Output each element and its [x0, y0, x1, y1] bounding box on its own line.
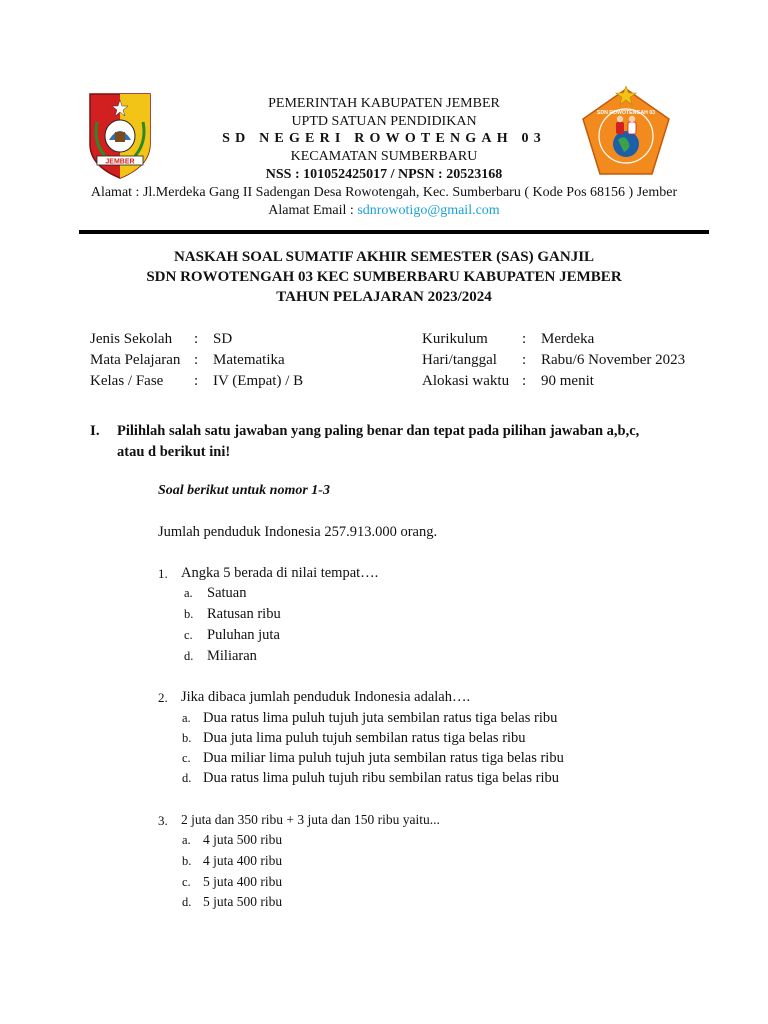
info-separator: : — [522, 331, 527, 347]
option-text[interactable]: Dua juta lima puluh tujuh sembilan ratus tiga belas ribu — [203, 730, 526, 746]
option-letter: b. — [182, 731, 192, 745]
info-label: Kelas / Fase — [90, 373, 164, 389]
info-value: SD — [213, 331, 233, 347]
header-email-line — [0, 202, 768, 220]
header-government: PEMERINTAH KABUPATEN JEMBER — [268, 96, 500, 111]
question-number: 1. — [158, 566, 168, 581]
exam-title-line2: SDN ROWOTENGAH 03 KEC SUMBERBARU KABUPATEN JEMBER — [146, 269, 622, 285]
question-text: 2 juta dan 350 ribu + 3 juta dan 150 ribu yaitu... — [181, 812, 440, 827]
option-letter: d. — [182, 771, 192, 785]
header-school-name: SD NEGERI ROWOTENGAH 03 — [222, 131, 546, 146]
info-value: Merdeka — [541, 331, 595, 347]
option-letter: a. — [182, 833, 191, 847]
stimulus-text: Jumlah penduduk Indonesia 257.913.000 orang. — [158, 524, 438, 540]
exam-title-line3: TAHUN PELAJARAN 2023/2024 — [276, 289, 492, 305]
section-instruction-line1: Pilihlah salah satu jawaban yang paling benar dan tepat pada pilihan jawaban a,b,c, — [117, 423, 640, 439]
question-text: Angka 5 berada di nilai tempat…. — [181, 565, 379, 581]
header-nss-npsn: NSS : 101052425017 / NPSN : 20523168 — [265, 167, 503, 182]
info-value: Matematika — [213, 352, 285, 368]
option-letter: c. — [184, 628, 193, 642]
info-label: Mata Pelajaran — [90, 352, 181, 368]
option-text[interactable]: Satuan — [207, 585, 247, 601]
info-separator: : — [194, 352, 199, 368]
option-letter: a. — [182, 711, 191, 725]
info-label: Jenis Sekolah — [90, 331, 173, 347]
email-link[interactable]: sdnrowotigo@gmail.com — [357, 203, 500, 218]
info-label: Alokasi waktu — [422, 373, 510, 389]
option-letter: d. — [182, 895, 192, 909]
info-separator: : — [522, 373, 527, 389]
info-value: 90 menit — [541, 373, 594, 389]
header-divider — [79, 230, 709, 234]
option-text[interactable]: Puluhan juta — [207, 627, 280, 643]
soal-note: Soal berikut untuk nomor 1-3 — [158, 483, 330, 498]
header-uptd: UPTD SATUAN PENDIDIKAN — [291, 114, 477, 129]
email-label: Alamat Email : — [268, 203, 358, 218]
option-text[interactable]: 5 juta 400 ribu — [203, 874, 283, 889]
option-letter: a. — [184, 586, 193, 600]
option-text[interactable]: Ratusan ribu — [207, 606, 281, 622]
option-letter: d. — [184, 649, 194, 663]
header-address: Alamat : Jl.Merdeka Gang II Sadengan Desa Rowotengah, Kec. Sumberbaru ( Kode Pos 68156 ) Jember — [90, 185, 678, 200]
option-letter: b. — [184, 607, 194, 621]
option-text[interactable]: 5 juta 500 ribu — [203, 894, 283, 909]
option-text[interactable]: Miliaran — [207, 648, 257, 664]
header-district: KECAMATAN SUMBERBARU — [290, 149, 478, 164]
option-letter: c. — [182, 751, 191, 765]
option-text[interactable]: Dua ratus lima puluh tujuh ribu sembilan ratus tiga belas ribu — [203, 770, 559, 786]
option-text[interactable]: 4 juta 400 ribu — [203, 853, 283, 868]
logo-left-text: JEMBER — [105, 158, 135, 166]
exam-title-line1: NASKAH SOAL SUMATIF AKHIR SEMESTER (SAS) GANJIL — [173, 249, 595, 265]
info-label: Hari/tanggal — [422, 352, 497, 368]
option-letter: c. — [182, 875, 191, 889]
info-separator: : — [522, 352, 527, 368]
section-numeral: I. — [90, 423, 100, 439]
option-text[interactable]: 4 juta 500 ribu — [203, 832, 283, 847]
section-instruction-line2: atau d berikut ini! — [117, 444, 231, 460]
question-number: 3. — [158, 813, 168, 828]
info-separator: : — [194, 331, 199, 347]
info-label: Kurikulum — [422, 331, 488, 347]
option-letter: b. — [182, 854, 192, 868]
option-text[interactable]: Dua miliar lima puluh tujuh juta sembilan ratus tiga belas ribu — [203, 750, 564, 766]
question-text: Jika dibaca jumlah penduduk Indonesia adalah…. — [181, 689, 471, 705]
info-value: Rabu/6 November 2023 — [541, 352, 686, 368]
question-number: 2. — [158, 690, 168, 705]
info-separator: : — [194, 373, 199, 389]
option-text[interactable]: Dua ratus lima puluh tujuh juta sembilan ratus tiga belas ribu — [203, 710, 558, 726]
info-value: IV (Empat) / B — [213, 373, 304, 389]
logo-right-text: SDN ROWOTENGAH 03 — [596, 110, 656, 116]
